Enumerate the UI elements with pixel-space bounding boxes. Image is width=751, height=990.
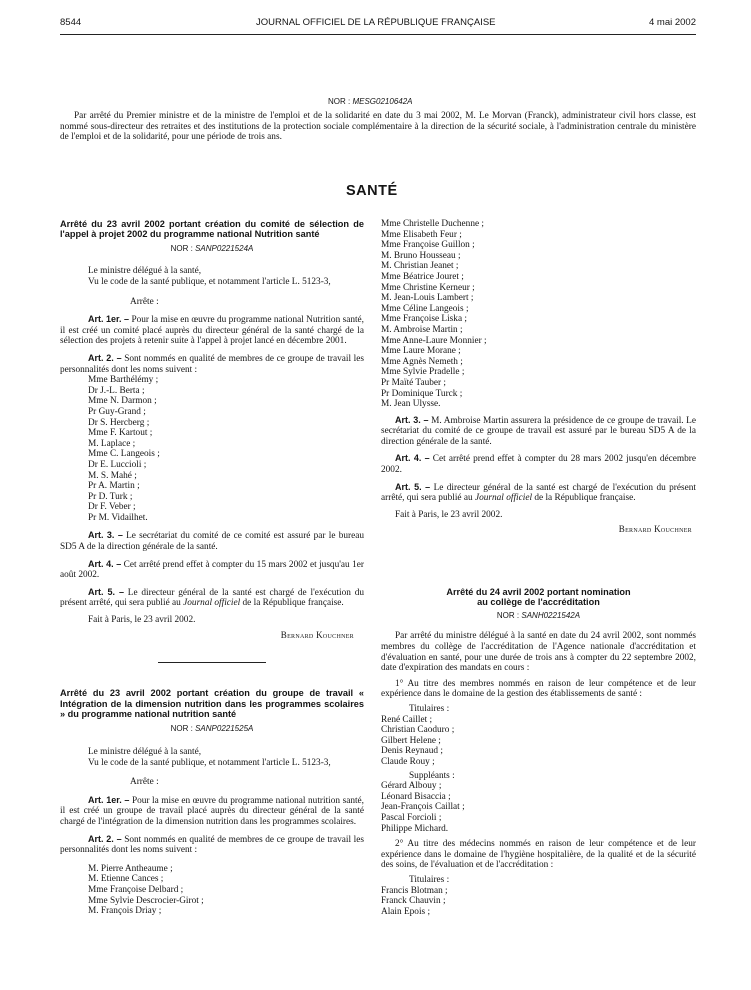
arrete3-titulaires-label: Titulaires : — [409, 704, 450, 714]
arrete3-title: Arrêté du 24 avril 2002 portant nomination au collège de l'accréditation — [446, 587, 631, 608]
left-column — [60, 219, 364, 917]
top-nor: NOR : MESG0210642A — [328, 97, 413, 106]
arrete3-item1: 1° Au titre des membres nommés en raison de leur compétence et de leur expérience dans le domaine de la gestion des établissements de santé : — [381, 678, 696, 700]
member-name: Mme F. Kartout ; — [88, 428, 153, 439]
arrete3-titulaires2-list — [381, 886, 696, 918]
titulaire-name: Francis Blotman ; — [381, 885, 448, 896]
arrete2-art2: Art. 2. – Sont nommés en qualité de membres de ce groupe de travail les personnalités dont les noms suivent : — [60, 833, 364, 856]
member-name: M. François Driay ; — [88, 906, 162, 917]
arrete1-art1: Art. 1er. – Pour la mise en œuvre du programme national Nutrition santé, il est créé un comité placé auprès du directeur général de la santé chargé de la sélection des projets à retenir suite à l'appel à projet lancé en décembre 2001. — [60, 314, 365, 347]
arrete2-nor-code: SANP0221525A — [195, 724, 254, 734]
member-name: Pr Dominique Turck ; — [381, 388, 463, 399]
member-name: Mme Christine Kerneur ; — [381, 282, 475, 293]
arrete2-signature: Bernard Kouchner — [618, 524, 692, 535]
titulaire-name: Alain Epois ; — [381, 906, 431, 917]
member-name: Pr Maïté Tauber ; — [381, 377, 447, 388]
arrete2-art3: Art. 3. – M. Ambroise Martin assurera la présidence de ce groupe de travail. Le secrétariat du comité de ce groupe de travail est assuré par le bureau SD5 A de la direction générale de la santé. — [381, 414, 696, 447]
member-name: M. Etienne Cances ; — [88, 874, 164, 885]
arrete1-nor-code: SANP0221524A — [195, 243, 254, 253]
arrete1-title: Arrêté du 23 avril 2002 portant création du comité de sélection de l'appel à projet 2002 du programme national Nutrition santé — [60, 219, 364, 240]
member-name: M. Ambroise Martin ; — [381, 324, 463, 335]
member-name: Mme C. Langeois ; — [88, 449, 160, 460]
member-name: M. Jean Ulysse. — [381, 399, 441, 410]
arrete1-intro1: Le ministre délégué à la santé, — [88, 266, 202, 277]
arrete3-intro: Par arrêté du ministre délégué à la santé en date du 24 avril 2002, sont nommés membres du collège de l'accréditation de l'Agence nationale d'accréditation et d'évaluation en santé, pour une durée de trois ans à compter du 22 septembre 2002, date d'expiration des mandats en cours : — [381, 631, 696, 674]
member-name: Mme Elisabeth Feur ; — [381, 229, 462, 240]
member-name: Dr S. Hercberg ; — [88, 417, 150, 428]
arrete1-member-list — [60, 375, 364, 523]
arrete1-signature: Bernard Kouchner — [280, 629, 354, 640]
arrete2-art4: Art. 4. – Cet arrêté prend effet à compter du 28 mars 2002 jusqu'en décembre 2002. — [381, 453, 697, 476]
arrete2-art5: Art. 5. – Le directeur général de la santé est chargé de l'exécution du présent arrêté, qui sera publié au Journal officiel de la République française. — [381, 481, 697, 504]
member-name: Pr M. Vidailhet. — [88, 512, 148, 523]
member-name: Pr Guy-Grand ; — [88, 406, 146, 417]
arrete1-art4: Art. 4. – Cet arrêté prend effet à compter du 15 mars 2002 et jusqu'au 1er août 2002. — [60, 558, 364, 581]
arrete1-fait: Fait à Paris, le 23 avril 2002. — [88, 615, 196, 626]
right-column — [381, 219, 696, 917]
titulaire-name: Denis Reynaud ; — [381, 746, 443, 757]
member-name: M. Laplace ; — [88, 438, 136, 449]
member-name: Dr J.-L. Berta ; — [88, 385, 145, 396]
arrete2-intro2: Vu le code de la santé publique, et notamment l'article L. 5123-3, — [88, 757, 331, 768]
member-name: Pr D. Turk ; — [88, 491, 133, 502]
section-title: SANTÉ — [346, 183, 398, 199]
member-name: Mme N. Darmon ; — [88, 396, 157, 407]
member-name: Dr E. Luccioli ; — [88, 459, 147, 470]
suppleant-name: Gérard Albouy ; — [381, 781, 442, 792]
arrete1-art5: Art. 5. – Le directeur général de la santé est chargé de l'exécution du présent arrêté, qui sera publié au Journal officiel de la République française. — [60, 586, 364, 609]
member-name: Pr A. Martin ; — [88, 481, 140, 492]
arrete3-titulaires-list — [381, 715, 696, 768]
arrete2-member-list-left — [60, 864, 364, 917]
member-name: Mme Sylvie Pradelle ; — [381, 367, 465, 378]
titulaire-name: René Caillet ; — [381, 714, 433, 725]
member-name: Mme Françoise Guillon ; — [381, 240, 475, 251]
member-name: Mme Céline Langeois ; — [381, 303, 469, 314]
member-name: M. Jean-Louis Lambert ; — [381, 293, 474, 304]
arrete2-fait: Fait à Paris, le 23 avril 2002. — [395, 509, 503, 520]
page-number: 8544 — [60, 17, 82, 28]
arrete2-intro1: Le ministre délégué à la santé, — [88, 747, 202, 758]
member-name: Mme Sylvie Descrocier-Girot ; — [88, 895, 204, 906]
arrete2-member-list-right — [381, 219, 696, 410]
member-name: Mme Françoise Delbard ; — [88, 884, 184, 895]
member-name: Dr F. Veber ; — [88, 502, 136, 513]
member-name: Mme Françoise Liska ; — [381, 314, 467, 325]
arrete3-suppleants-list — [381, 781, 696, 834]
arrete3-suppleants-label: Suppléants : — [409, 770, 455, 781]
top-nor-code: MESG0210642A — [352, 97, 413, 106]
arrete3-nor-code: SANH0221542A — [521, 610, 581, 620]
member-name: Mme Laure Morane ; — [381, 346, 461, 357]
suppleant-name: Philippe Michard. — [381, 823, 449, 834]
arrete1-art2: Art. 2. – Sont nommés en qualité de membres de ce groupe de travail les personnalités dont les noms suivent : — [60, 352, 364, 375]
member-name: M. Bruno Housseau ; — [381, 250, 461, 261]
member-name: Mme Agnès Nemeth ; — [381, 356, 463, 367]
arrete3-item2: 2° Au titre des médecins nommés en raison de leur compétence et de leur expérience dans le domaine de l'hygiène hospitalière, de la qualité et de la sécurité des soins, de l'évaluation et de l'accréditation : — [381, 839, 696, 871]
titulaire-name: Franck Chauvin ; — [381, 896, 446, 907]
arrete3-nor: NOR : SANH0221542A — [496, 610, 581, 620]
member-name: M. Pierre Antheaume ; — [88, 863, 173, 874]
member-name: M. Christian Jeanet ; — [381, 261, 459, 272]
header-rule — [60, 34, 696, 35]
titulaire-name: Claude Rouy ; — [381, 756, 435, 767]
top-paragraph: Par arrêté du Premier ministre et de la ministre de l'emploi et de la solidarité en date du 3 mai 2002, M. Le Morvan (Franck), administrateur civil hors classe, est nommé sous-directeur des retraites et des institutions de la protection sociale complémentaire à la direction de la sécurité sociale, à l'administration centrale du ministère de l'emploi et de la solidarité, pour une période de trois ans. — [60, 111, 696, 143]
member-name: Mme Barthélémy ; — [88, 375, 159, 386]
arrete2-art1: Art. 1er. – Pour la mise en œuvre du programme national nutrition santé, il est créé un groupe de travail placé auprès du directeur général de la santé chargé de l'intégration de la dimension nutrition dans les programmes scolaires. — [60, 794, 365, 827]
member-name: Mme Béatrice Jouret ; — [381, 271, 464, 282]
issue-date: 4 mai 2002 — [648, 17, 696, 28]
arrete2-title: Arrêté du 23 avril 2002 portant création du groupe de travail « Intégration de la dimension nutrition dans les programmes scolaires » du programme national nutrition santé — [60, 688, 364, 720]
journal-title: JOURNAL OFFICIEL DE LA RÉPUBLIQUE FRANÇAISE — [256, 17, 496, 28]
arrete2-nor: NOR : SANP0221525A — [170, 724, 254, 734]
arrete1-arrete: Arrête : — [130, 296, 159, 307]
arrete3-titulaires2-label: Titulaires : — [409, 874, 450, 885]
suppleant-name: Pascal Forcioli ; — [381, 812, 442, 823]
arrete1-art3: Art. 3. – Le secrétariat du comité de ce comité est assuré par le bureau SD5 A de la direction générale de la santé. — [60, 530, 365, 553]
titulaire-name: Christian Caoduro ; — [381, 725, 455, 736]
member-name: Mme Christelle Duchenne ; — [381, 219, 485, 229]
suppleant-name: Jean-François Caillat ; — [381, 802, 465, 813]
titulaire-name: Gilbert Helene ; — [381, 735, 441, 746]
arrete2-arrete: Arrête : — [130, 777, 159, 788]
page-header — [60, 17, 696, 31]
separator-rule — [158, 662, 266, 663]
arrete1-nor: NOR : SANP0221524A — [170, 243, 254, 253]
arrete1-intro2: Vu le code de la santé publique, et notamment l'article L. 5123-3, — [88, 277, 331, 287]
member-name: Mme Anne-Laure Monnier ; — [381, 335, 487, 346]
member-name: M. S. Mahé ; — [88, 470, 137, 481]
suppleant-name: Léonard Bisaccia ; — [381, 791, 451, 802]
